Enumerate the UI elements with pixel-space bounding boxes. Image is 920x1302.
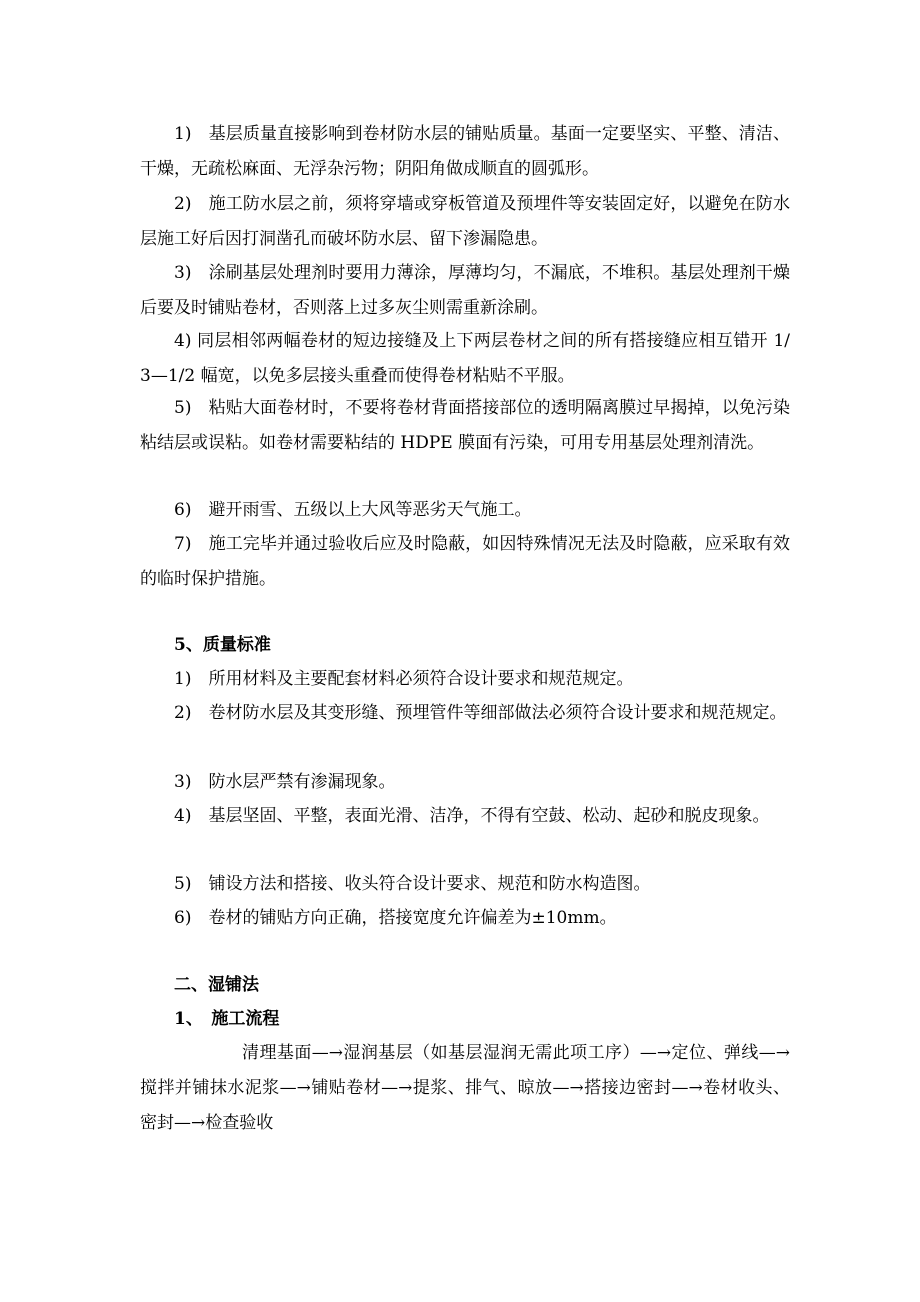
section5-item-3: 3) 防水层严禁有渗漏现象。 (174, 772, 396, 792)
section4-item-7: 7) 施工完毕并通过验收后应及时隐蔽，如因特殊情况无法及时隐蔽，应采取有效的临时保护措施。 (140, 534, 790, 589)
section5-item-4: 4) 基层坚固、平整，表面光滑、洁净，不得有空鼓、松动、起砂和脱皮现象。 (174, 806, 770, 826)
section4-item-6: 6) 避开雨雪、五级以上大风等恶劣天气施工。 (174, 500, 532, 520)
section4-item-4: 4) 同层相邻两幅卷材的短边接缝及上下两层卷材之间的所有搭接缝应相互错开 1/3—1/2 幅宽，以免多层接头重叠而使得卷材粘贴不平服。 (140, 331, 790, 386)
section5-item-5: 5) 铺设方法和搭接、收头符合设计要求、规范和防水构造图。 (174, 874, 651, 894)
section5-heading: 5、质量标准 (174, 635, 271, 655)
section4-item-3: 3) 涂刷基层处理剂时要用力薄涂，厚薄均匀，不漏底，不堆积。基层处理剂干燥后要及时铺贴卷材，否则落上过多灰尘则需重新涂刷。 (140, 263, 790, 318)
section4-item-5: 5) 粘贴大面卷材时，不要将卷材背面搭接部位的透明隔离膜过早揭掉，以免污染粘结层或误粘。如卷材需要粘结的 HDPE 膜面有污染，可用专用基层处理剂清洗。 (140, 398, 790, 453)
part2-subheading: 1、 施工流程 (174, 1009, 280, 1029)
section4-item-1: 1) 基层质量直接影响到卷材防水层的铺贴质量。基面一定要坚实、平整、清洁、干燥，无疏松麻面、无浮杂污物；阴阳角做成顺直的圆弧形。 (140, 124, 790, 179)
section4-item-2: 2) 施工防水层之前，须将穿墙或穿板管道及预埋件等安装固定好，以避免在防水层施工好后因打洞凿孔而破坏防水层、留下渗漏隐患。 (140, 194, 790, 249)
section5-item-6: 6) 卷材的铺贴方向正确，搭接宽度允许偏差为±10mm。 (174, 908, 617, 928)
part2-heading: 二、湿铺法 (174, 975, 259, 995)
section5-item-1: 1) 所用材料及主要配套材料必须符合设计要求和规范规定。 (174, 669, 634, 689)
section5-item-2: 2) 卷材防水层及其变形缝、预埋管件等细部做法必须符合设计要求和规范规定。 (174, 703, 787, 723)
construction-flow: 清理基面—→湿润基层（如基层湿润无需此项工序）—→定位、弹线—→搅拌并铺抹水泥浆—→铺贴卷材—→提浆、排气、晾放—→搭接边密封—→卷材收头、密封—→检查验收 (140, 1043, 790, 1133)
